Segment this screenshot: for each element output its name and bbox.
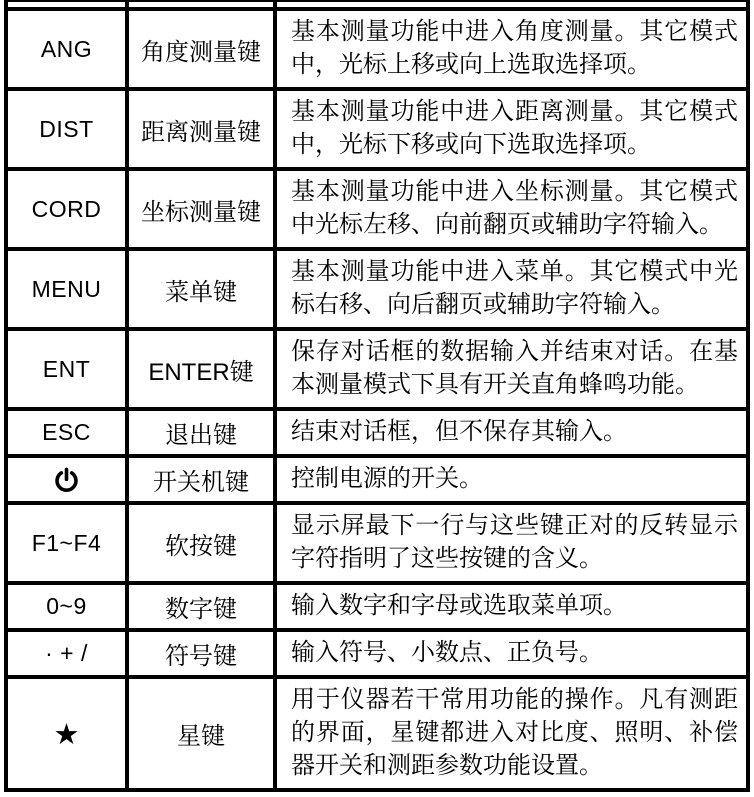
key-label: F1~F4	[31, 529, 102, 556]
key-label: CORD	[31, 195, 102, 222]
table-row	[6, 89, 748, 169]
key-description: 基本测量功能中进入坐标测量。其它模式中光标左移、向前翻页或辅助字符输入。	[275, 169, 748, 249]
key-label-cell	[6, 583, 127, 630]
key-name: 星键	[127, 677, 275, 790]
key-description: 用于仪器若干常用功能的操作。凡有测距的界面，星键都进入对比度、照明、补偿器开关和测距参数功能设置。	[275, 677, 748, 790]
key-name: 符号键	[127, 630, 275, 677]
power-icon	[53, 467, 80, 494]
key-label-cell	[6, 456, 127, 503]
key-name: 软按键	[127, 503, 275, 583]
key-description: 输入数字和字母或选取菜单项。	[275, 583, 748, 630]
key-description: 结束对话框，但不保存其输入。	[275, 409, 748, 456]
table-row	[6, 9, 748, 89]
table-row	[6, 583, 748, 630]
table-row	[6, 630, 748, 677]
table-row	[6, 249, 748, 329]
key-description: 显示屏最下一行与这些键正对的反转显示字符指明了这些按键的含义。	[275, 503, 748, 583]
table-row	[6, 169, 748, 249]
key-description: 基本测量功能中进入角度测量。其它模式中，光标上移或向上选取选择项。	[275, 9, 748, 89]
key-label: ENT	[42, 355, 91, 382]
key-label-cell	[6, 677, 127, 790]
key-label: · + /	[45, 640, 88, 666]
key-description: 控制电源的开关。	[275, 456, 748, 503]
key-label-cell	[6, 9, 127, 89]
key-label: ESC	[42, 419, 91, 445]
table-row-clipped	[6, 1, 748, 9]
table-row	[6, 409, 748, 456]
key-description: 输入符号、小数点、正负号。	[275, 630, 748, 677]
key-description: 基本测量功能中进入距离测量。其它模式中，光标下移或向下选取选择项。	[275, 89, 748, 169]
key-label-cell	[6, 89, 127, 169]
key-label-cell	[6, 169, 127, 249]
key-name: ENTER键	[127, 329, 275, 409]
clipped-cell	[6, 1, 127, 9]
key-name: 开关机键	[127, 456, 275, 503]
key-label-cell	[6, 503, 127, 583]
key-label: ★	[53, 716, 80, 751]
table-row	[6, 456, 748, 503]
key-label-cell	[6, 630, 127, 677]
key-label-cell	[6, 329, 127, 409]
key-label-cell	[6, 409, 127, 456]
clipped-cell	[127, 1, 275, 9]
key-label: ANG	[40, 35, 93, 62]
key-name: 菜单键	[127, 249, 275, 329]
key-description: 保存对话框的数据输入并结束对话。在基本测量模式下具有开关直角蜂鸣功能。	[275, 329, 748, 409]
key-description: 基本测量功能中进入菜单。其它模式中光标右移、向后翻页或辅助字符输入。	[275, 249, 748, 329]
key-label-cell	[6, 249, 127, 329]
table-row	[6, 503, 748, 583]
table-row	[6, 329, 748, 409]
key-name: 距离测量键	[127, 89, 275, 169]
clipped-cell	[275, 1, 748, 9]
key-label: DIST	[39, 115, 94, 142]
key-function-table	[4, 0, 750, 792]
key-name: 退出键	[127, 409, 275, 456]
key-name: 坐标测量键	[127, 169, 275, 249]
key-name: 数字键	[127, 583, 275, 630]
key-label: MENU	[31, 275, 102, 302]
table-row	[6, 677, 748, 790]
key-label: 0~9	[46, 593, 87, 619]
key-name: 角度测量键	[127, 9, 275, 89]
